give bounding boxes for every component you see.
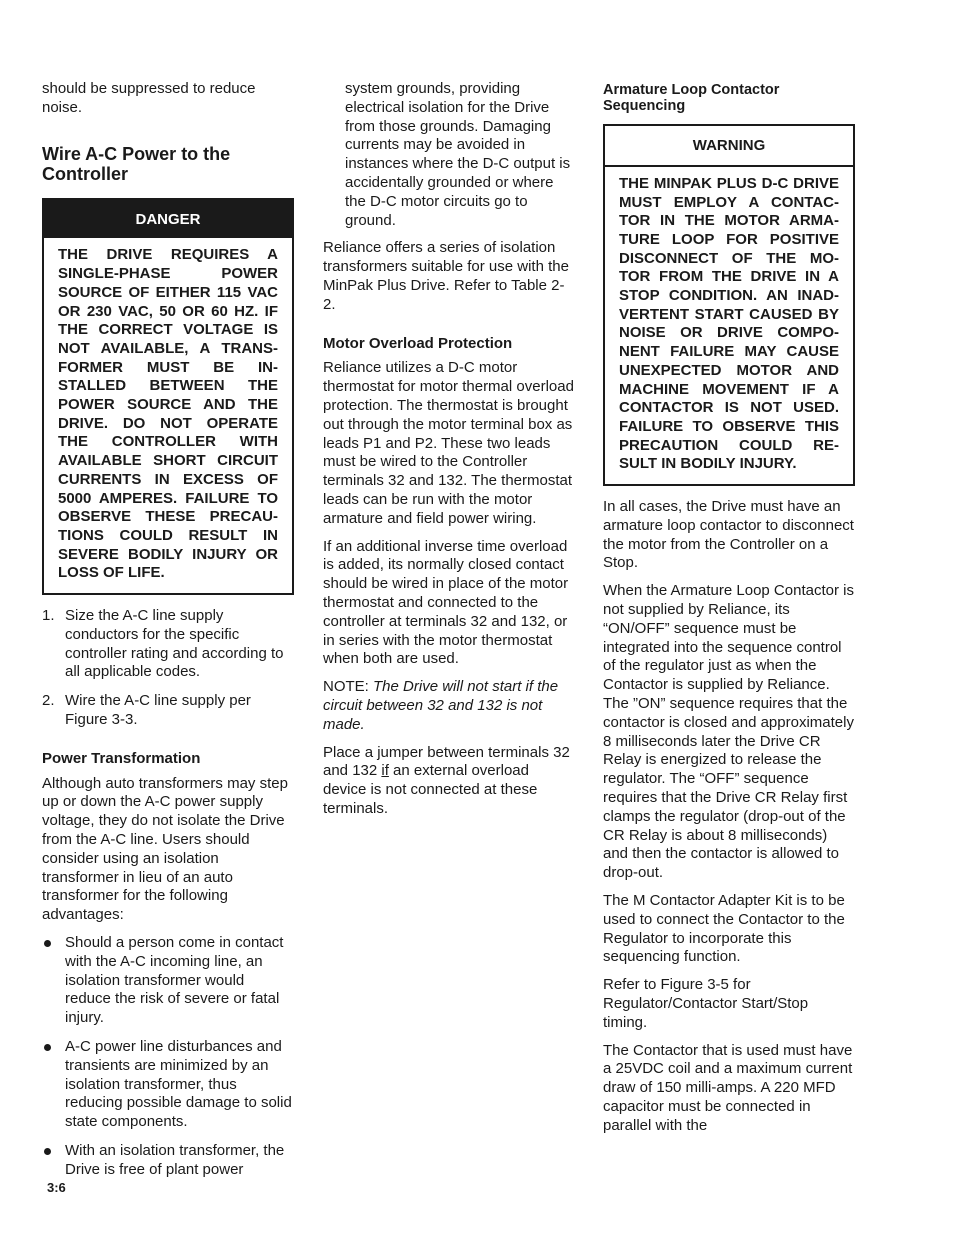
danger-body: THE DRIVE REQUIRES A SINGLE-PHASE POWER SOURCE OF EITHER 115 VAC OR 230 VAC, 50 OR 60 HZ. IF THE CORRECT VOLTAGE IS NOT AVAILABLE, A TRANS-FORMER MUST BE IN-STALLED BETWEEN THE POWER SOURCE AND THE DRIVE. DO NOT OPERATE THE CONTROLLER WITH AVAILABLE SHORT CIRCUIT CURRENTS IN EXCESS OF 5000 AMPERES. FAILURE TO OBSERVE THESE PRECAU-TIONS COULD RESULT IN SEVERE BODILY INJURY OR LOSS OF LIFE.: [58, 246, 278, 582]
bullet-continuation: system grounds, providing electrical isolation for the Drive from those grounds. Damaging currents may be avoided in instances where the D-C output is accidentally grounded or where the D-C motor circuits go to ground.: [345, 80, 571, 229]
bullet-icon: [44, 1044, 51, 1051]
danger-box: [42, 198, 294, 595]
contactor-paragraph-5: The Contactor that is used must have a 25VDC coil and a maximum current draw of 150 milli-amps. A 220 MFD capacitor must be connected in parallel with the: [603, 1041, 853, 1134]
list-item: A-C power line disturbances and transients are minimized by an isolation transformer, thus reducing possible damage to solid state components.: [42, 1038, 294, 1132]
steps-list: [42, 607, 294, 730]
jumper-paragraph: Place a jumper between terminals 32 and 132 if an external overload device is not connected at these terminals.: [323, 743, 570, 817]
list-item: 2. Wire the A-C line supply per Figure 3-3.: [42, 692, 251, 729]
overload-paragraph-2: If an additional inverse time overload is added, its normally closed contact should be wired in place of the motor thermostat and connected to the controller at terminals 32 and 132, or in series with the motor thermostat when both are used.: [323, 537, 569, 668]
reliance-paragraph: Reliance offers a series of isolation transformers suitable for use with the MinPak Plus Drive. Refer to Table 2-2.: [323, 239, 569, 313]
list-item: Should a person come in contact with the A-C incoming line, an isolation transformer would reduce the risk of severe or fatal injury.: [42, 934, 294, 1028]
subheading-power-transformation: Power Transformation: [42, 749, 201, 767]
power-paragraph: Although auto transformers may step up or down the A-C power supply voltage, they do not isolate the Drive from the A-C line. Users should consider using an isolation transformer in lieu of an auto transformer for the following advantages:: [42, 774, 288, 924]
page-number: 3:6: [47, 1180, 66, 1195]
column-middle: [323, 80, 575, 828]
column-left: [42, 80, 294, 1190]
contactor-paragraph-4: Refer to Figure 3-5 for Regulator/Contactor Start/Stop timing.: [603, 976, 809, 1031]
contactor-paragraph-3: The M Contactor Adapter Kit is to be used to connect the Contactor to the Regulator to incorporate this sequencing function.: [603, 891, 845, 966]
contactor-paragraph-1: In all cases, the Drive must have an armature loop contactor to disconnect the motor from the Controller on a Stop.: [603, 498, 854, 572]
danger-title: DANGER: [44, 200, 292, 239]
note-paragraph: NOTE: The Drive will not start if the circuit between 32 and 132 is not made.: [323, 678, 559, 733]
list-item: With an isolation transformer, the Drive is free of plant power: [42, 1142, 294, 1180]
bullet-icon: [44, 1148, 51, 1155]
warning-body: THE MINPAK PLUS D-C DRIVE MUST EMPLOY A CONTAC-TOR IN THE MOTOR ARMA-TURE LOOP FOR POSITIVE DISCONNECT OF THE MO-TOR FROM THE DRIVE IN A STOP CONDITION. AN INAD-VERTENT START CAUSED BY NOISE OR DRIVE COMPO-NENT FAILURE MAY CAUSE UNEXPECTED MOTOR AND MACHINE MOVEMENT IF A CONTACTOR IS NOT USED. FAILURE TO OBSERVE THIS PRECAUTION COULD RE-SULT IN BODILY INJURY.: [619, 174, 839, 473]
warning-box: [603, 124, 855, 486]
section-heading-wire-ac: Wire A-C Power to the Controller: [42, 143, 231, 184]
list-item: 1. Size the A-C line supply conductors for the specific controller rating and according to all applicable codes.: [42, 607, 284, 681]
subheading-armature-loop: Armature Loop Contactor Sequencing: [603, 82, 780, 114]
contactor-paragraph-2: When the Armature Loop Contactor is not supplied by Reliance, its “ON/OFF” sequence must be integrated into the sequence control of the regulator just as when the Contactor is supplied by Reliance. The ”ON” sequence requires that the contactor is closed and approximately 8 milliseconds later the Drive CR Relay is energized to release the regulator. The “OFF” sequence requires that the Drive CR Relay first clamps the regulator (drop-out of the CR Relay is about 8 milliseconds) and then the contactor is allowed to drop-out.: [603, 582, 854, 882]
advantages-list: [42, 934, 294, 1180]
intro-text: should be suppressed to reduce noise.: [42, 80, 256, 116]
column-right: [603, 80, 855, 1145]
subheading-motor-overload: Motor Overload Protection: [323, 334, 513, 352]
overload-paragraph-1: Reliance utilizes a D-C motor thermostat for motor thermal overload protection. The thermostat is brought out through the motor terminal box as leads P1 and P2. These two leads must be wired to the Controller terminals 32 and 132. The thermostat leads can be run with the motor armature and field power wiring.: [323, 359, 574, 527]
warning-title: WARNING: [605, 126, 853, 167]
bullet-icon: [44, 940, 51, 947]
